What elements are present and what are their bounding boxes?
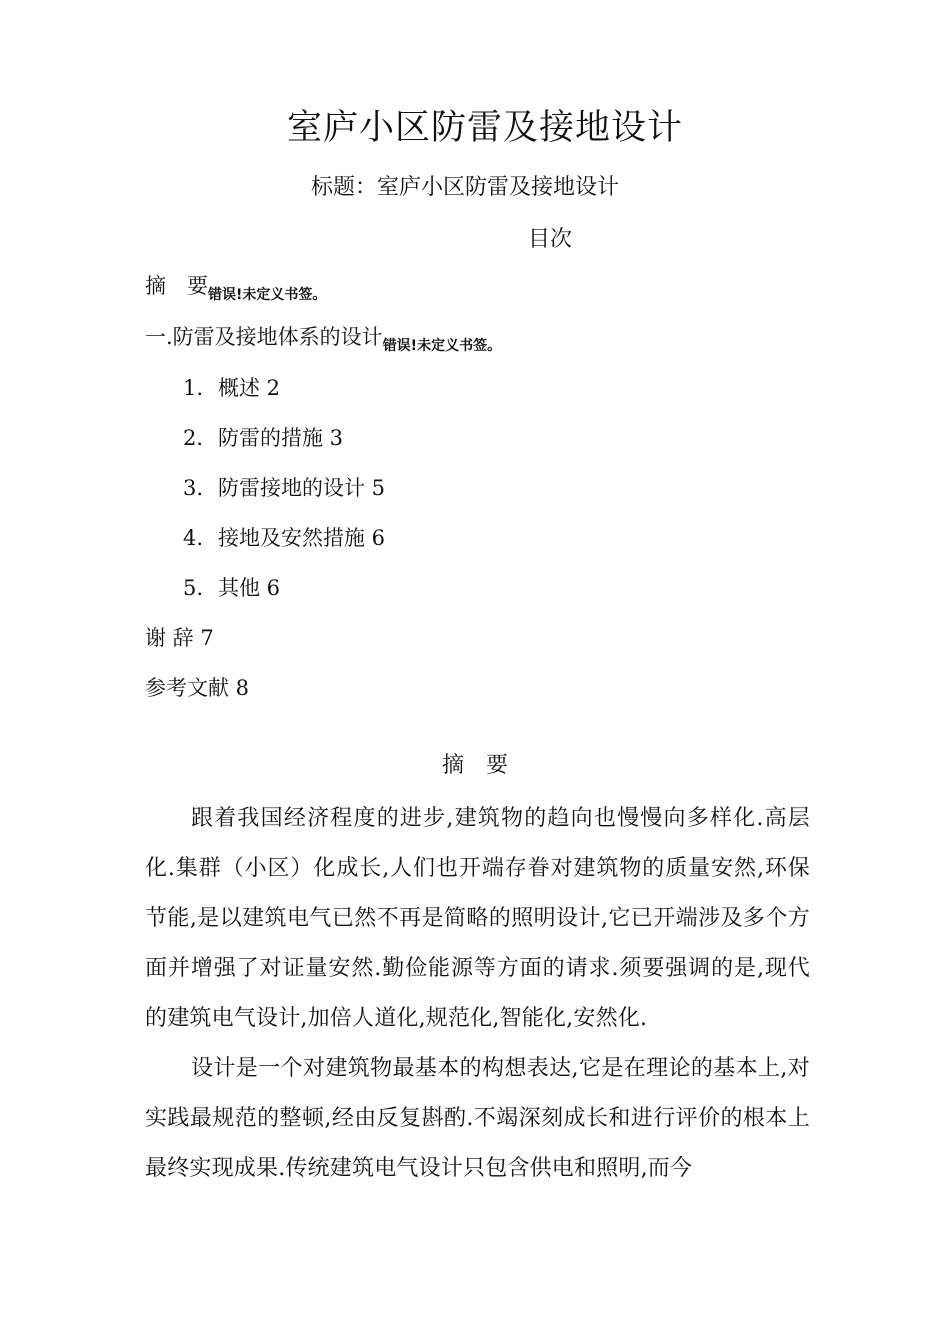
toc-entry[interactable] (183, 422, 343, 452)
toc-entry-text: 接地及安然措施 6 (218, 526, 386, 550)
toc-entry-number: 2. (183, 426, 204, 450)
toc-entry-text: 一.防雷及接地体系的设计 (145, 325, 383, 349)
toc-entry-text: 防雷的措施 3 (218, 426, 344, 450)
toc-entry-text: 其他 6 (218, 576, 281, 600)
bookmark-error: 错误!未定义书签。 (208, 287, 327, 303)
toc-entry-text: 参考文献 8 (145, 676, 250, 700)
toc-entry-text: 摘 要 (145, 274, 208, 298)
toc-entry[interactable] (183, 572, 280, 602)
toc-entry-number: 1. (183, 376, 204, 400)
toc-entry-number: 5. (183, 576, 204, 600)
toc-entry[interactable] (145, 270, 327, 303)
toc-entry[interactable] (183, 372, 280, 402)
toc-entry-text: 谢 辞 7 (145, 626, 214, 650)
toc-entry-text: 概述 2 (218, 376, 281, 400)
toc-entry[interactable] (145, 622, 214, 652)
toc-heading: 目次 (527, 227, 572, 252)
toc-entry[interactable] (183, 522, 385, 552)
toc-entry-number: 4. (183, 526, 204, 550)
document-title: 室庐小区防雷及接地设计 (286, 108, 683, 148)
toc-entry[interactable] (183, 472, 385, 502)
toc-entry[interactable] (145, 672, 249, 702)
abstract-paragraph: 跟着我国经济程度的进步,建筑物的趋向也慢慢向多样化.高层化.集群（小区）化成长,人们也开端存眷对建筑物的质量安然,环保节能,是以建筑电气已然不再是简略的照明设计,它已开端涉及多个方面并增强了对证量安然.勤俭能源等方面的请求.须要强调的是,现代的建筑电气设计,加倍人道化,规范化,智能化,安然化. (145, 806, 810, 1031)
toc-entry-number: 3. (183, 476, 204, 500)
toc-entry[interactable] (145, 321, 502, 354)
toc-entry-text: 防雷接地的设计 5 (218, 476, 386, 500)
document-subtitle: 标题：室庐小区防雷及接地设计 (310, 175, 619, 200)
bookmark-error: 错误!未定义书签。 (382, 338, 502, 354)
abstract-paragraph: 设计是一个对建筑物最基本的构想表达,它是在理论的基本上,对实践最规范的整顿,经由反复斟酌.不竭深刻成长和进行评价的根本上最终实现成果.传统建筑电气设计只包含供电和照明,而今 (145, 1056, 810, 1181)
abstract-heading: 摘 要 (441, 753, 508, 778)
